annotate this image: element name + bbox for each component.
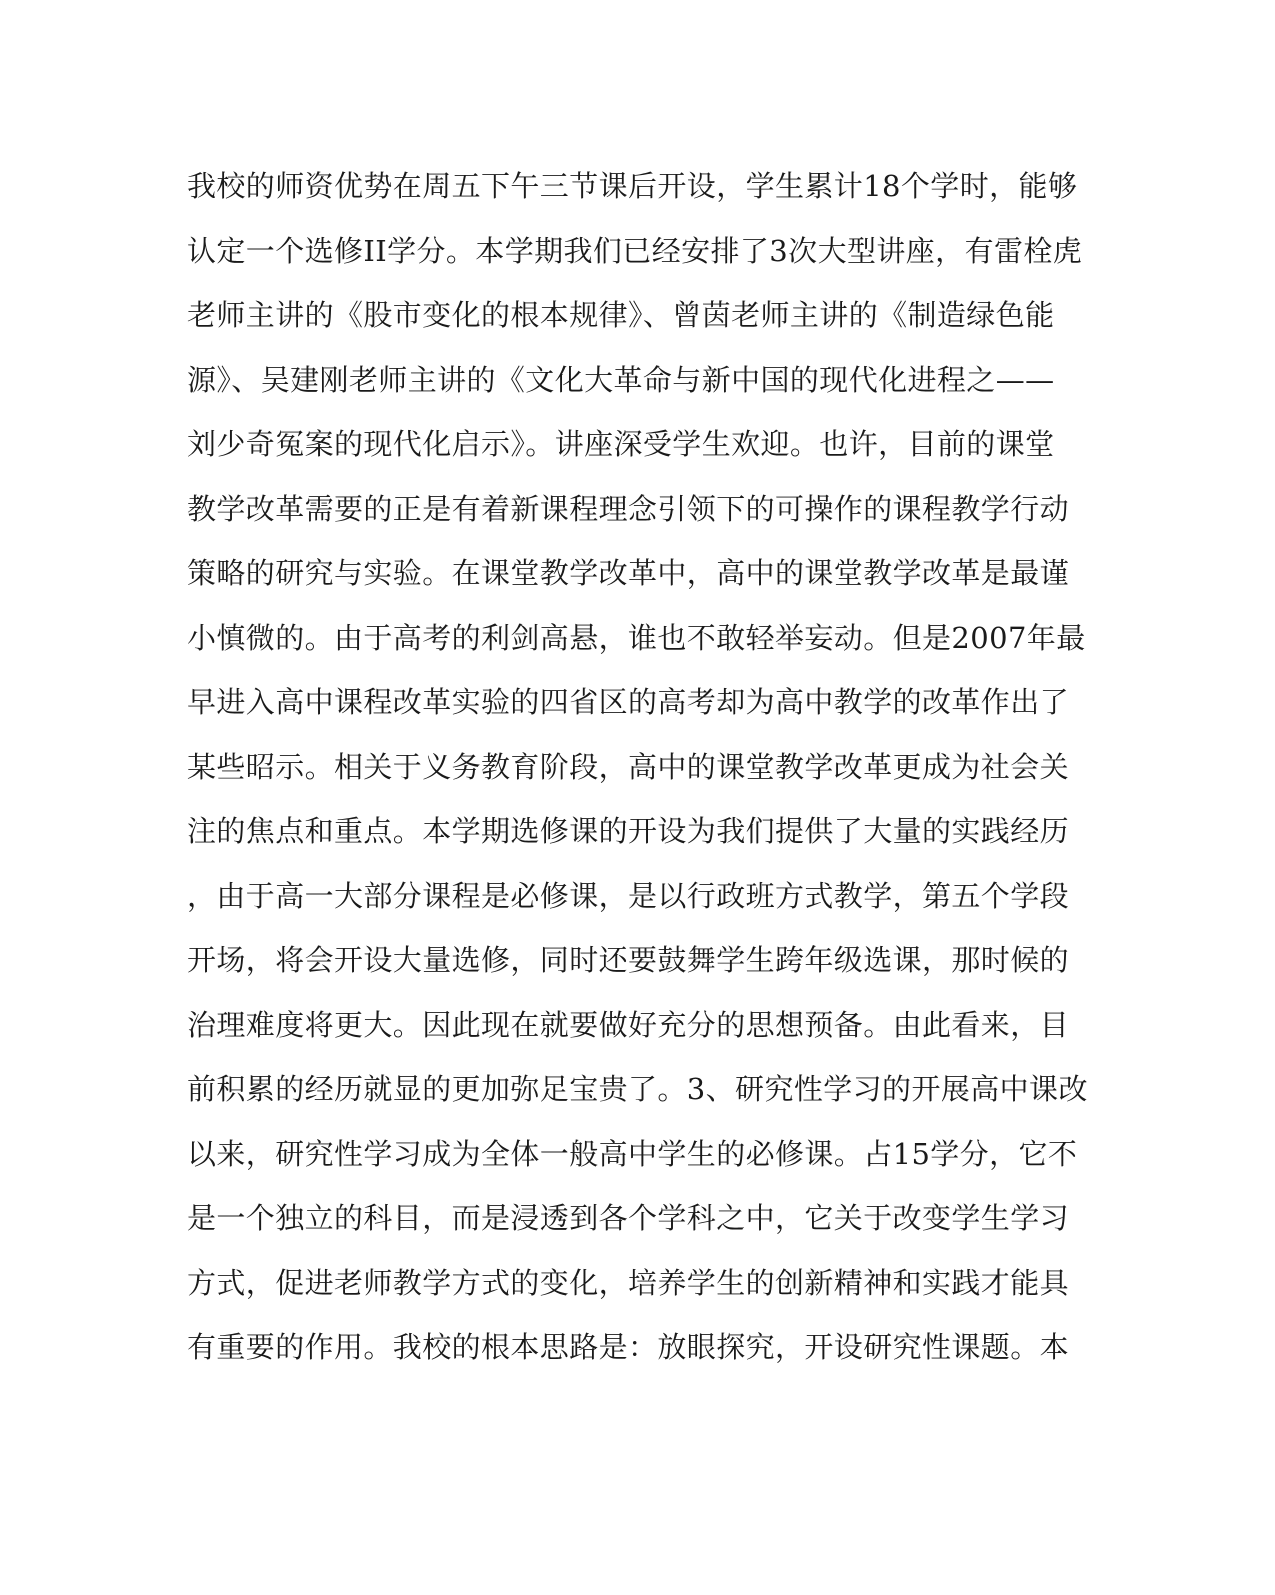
document-body xyxy=(187,162,1088,1388)
text-line: 以来，研究性学习成为全体一般高中学生的必修课。占15学分，它不 xyxy=(187,1136,1078,1171)
text-line: 是一个独立的科目，而是浸透到各个学科之中，它关于改变学生学习 xyxy=(187,1201,1070,1235)
text-line: 方式，促进老师教学方式的变化，培养学生的创新精神和实践才能具 xyxy=(187,1265,1070,1300)
text-line: 我校的师资优势在周五下午三节课后开设，学生累计18个学时，能够 xyxy=(187,169,1078,203)
text-line: 教学改革需要的正是有着新课程理念引领下的可操作的课程教学行动 xyxy=(187,491,1070,526)
text-line: 注的焦点和重点。本学期选修课的开设为我们提供了大量的实践经历 xyxy=(187,814,1070,848)
text-line: 认定一个选修II学分。本学期我们已经安排了3次大型讲座，有雷栓虎 xyxy=(187,233,1083,268)
text-line: 老师主讲的《股市变化的根本规律》、曾茵老师主讲的《制造绿色能 xyxy=(187,298,1055,332)
text-line: 治理难度将更大。因此现在就要做好充分的思想预备。由此看来，目 xyxy=(187,1007,1070,1042)
text-line: 策略的研究与实验。在课堂教学改革中，高中的课堂教学改革是最谨 xyxy=(187,556,1070,590)
text-line: ，由于高一大部分课程是必修课，是以行政班方式教学，第五个学段 xyxy=(187,878,1070,913)
text-line: 源》、吴建刚老师主讲的《文化大革命与新中国的现代化进程之—— xyxy=(187,362,1055,397)
text-line: 早进入高中课程改革实验的四省区的高考却为高中教学的改革作出了 xyxy=(187,685,1070,719)
text-line: 小慎微的。由于高考的利剑高悬，谁也不敢轻举妄动。但是2007年最 xyxy=(187,620,1086,655)
text-line: 某些昭示。相关于义务教育阶段，高中的课堂教学改革更成为社会关 xyxy=(187,749,1070,784)
text-line: 有重要的作用。我校的根本思路是：放眼探究，开设研究性课题。本 xyxy=(187,1330,1070,1364)
text-line: 前积累的经历就显的更加弥足宝贵了。3、研究性学习的开展高中课改 xyxy=(187,1072,1088,1106)
text-line: 刘少奇冤案的现代化启示》。讲座深受学生欢迎。也许，目前的课堂 xyxy=(187,427,1055,461)
text-line: 开场，将会开设大量选修，同时还要鼓舞学生跨年级选课，那时候的 xyxy=(187,943,1070,977)
